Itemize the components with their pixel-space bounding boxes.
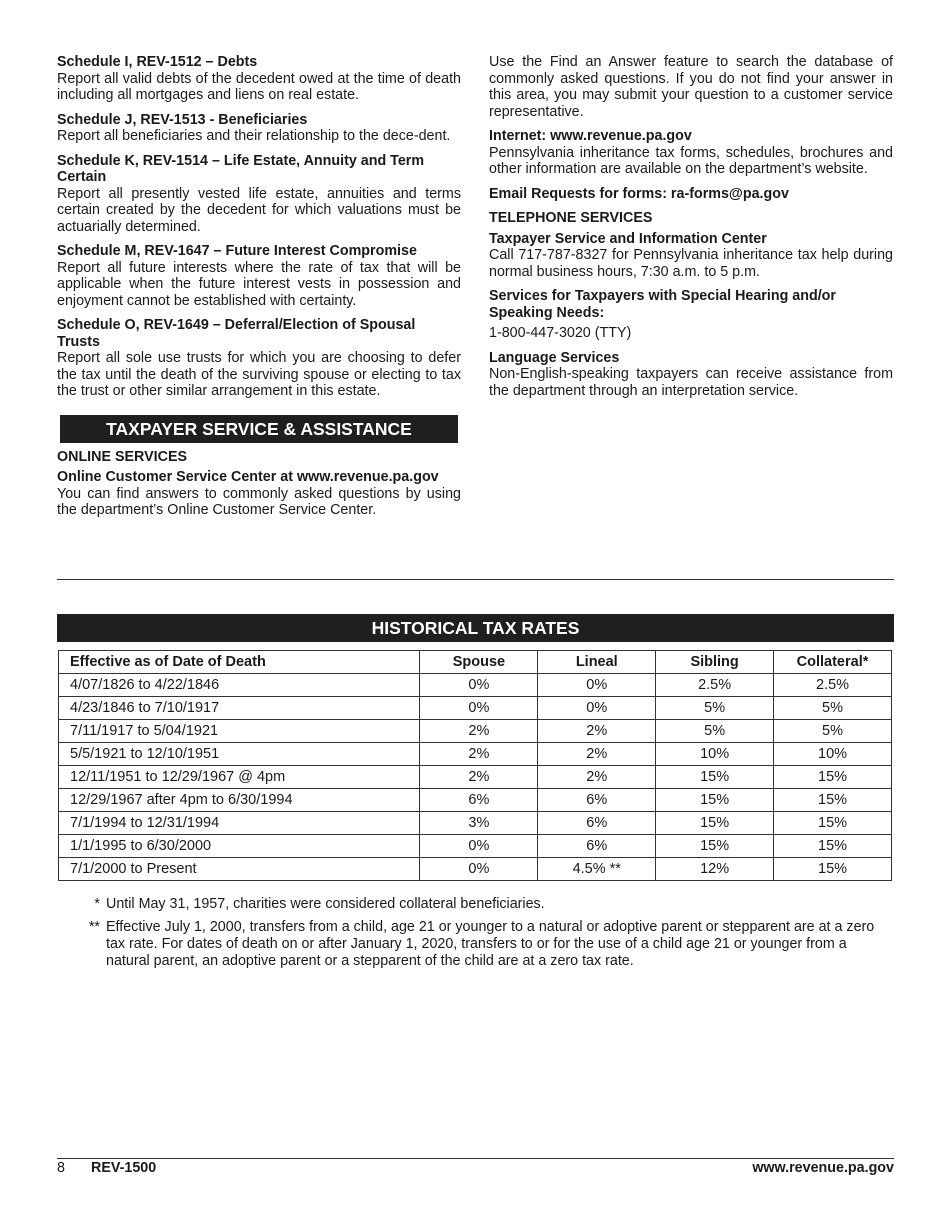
header-date: Effective as of Date of Death xyxy=(59,651,420,674)
footnote-text: Until May 31, 1957, charities were considered collateral beneficiaries. xyxy=(106,896,545,912)
lineal-cell: 6% xyxy=(538,835,656,858)
date-cell: 5/5/1921 to 12/10/1951 xyxy=(59,743,420,766)
footer-website: www.revenue.pa.gov xyxy=(752,1160,894,1176)
sibling-cell: 10% xyxy=(656,743,774,766)
table-header-row xyxy=(59,651,892,674)
collateral-cell: 2.5% xyxy=(774,674,892,697)
table-row xyxy=(59,789,892,812)
section-divider xyxy=(57,579,894,580)
online-services-heading: ONLINE SERVICES xyxy=(57,448,188,465)
collateral-cell: 15% xyxy=(774,858,892,881)
schedule-text: Report all future interests where the rate of tax that will be applicable when the future interest vests in possession and enjoyment cannot be established with certainty. xyxy=(57,259,461,309)
schedule-j xyxy=(57,112,461,145)
collateral-cell: 15% xyxy=(774,766,892,789)
lineal-cell: 6% xyxy=(538,812,656,835)
schedule-title: Schedule J, REV-1513 - Beneficiaries xyxy=(57,111,308,128)
sibling-cell: 12% xyxy=(656,858,774,881)
date-cell: 12/29/1967 after 4pm to 6/30/1994 xyxy=(59,789,420,812)
date-cell: 7/11/1917 to 5/04/1921 xyxy=(59,720,420,743)
footer-divider xyxy=(57,1158,894,1159)
sibling-cell: 15% xyxy=(656,835,774,858)
lineal-cell: 2% xyxy=(538,720,656,743)
schedule-m xyxy=(57,243,461,309)
collateral-cell: 5% xyxy=(774,697,892,720)
lineal-cell: 0% xyxy=(538,697,656,720)
collateral-cell: 10% xyxy=(774,743,892,766)
collateral-cell: 15% xyxy=(774,835,892,858)
lineal-cell: 2% xyxy=(538,766,656,789)
spouse-cell: 2% xyxy=(420,720,538,743)
sibling-cell: 5% xyxy=(656,697,774,720)
language-text: Non-English-speaking taxpayers can receive assistance from the department through an interpretation service. xyxy=(489,366,893,399)
find-answer-text: Use the Find an Answer feature to search the database of commonly asked questions. If you do not find your answer in this area, you may submit your question to a customer service representative. xyxy=(489,54,893,120)
footnote-mark: ** xyxy=(88,919,100,935)
hearing-block xyxy=(489,288,893,342)
sibling-cell: 15% xyxy=(656,789,774,812)
header-lineal: Lineal xyxy=(538,651,656,674)
footnote xyxy=(82,896,894,913)
info-center-title: Taxpayer Service and Information Center xyxy=(489,230,767,247)
table-row xyxy=(59,835,892,858)
schedule-i xyxy=(57,54,461,104)
hearing-text: 1-800-447-3020 (TTY) xyxy=(489,325,632,341)
right-column xyxy=(489,54,893,407)
schedule-o xyxy=(57,317,461,400)
date-cell: 4/07/1826 to 4/22/1846 xyxy=(59,674,420,697)
header-spouse: Spouse xyxy=(420,651,538,674)
lineal-cell: 4.5% ** xyxy=(538,858,656,881)
table-row xyxy=(59,858,892,881)
schedule-text: Report all beneficiaries and their relationship to the dece-dent. xyxy=(57,128,451,144)
spouse-cell: 6% xyxy=(420,789,538,812)
collateral-cell: 15% xyxy=(774,789,892,812)
historical-tax-rates-table xyxy=(58,650,892,881)
date-cell: 12/11/1951 to 12/29/1967 @ 4pm xyxy=(59,766,420,789)
info-center-block xyxy=(489,231,893,281)
internet-title: Internet: www.revenue.pa.gov xyxy=(489,128,692,144)
language-block xyxy=(489,350,893,400)
schedule-title: Schedule I, REV-1512 – Debts xyxy=(57,54,258,70)
spouse-cell: 0% xyxy=(420,697,538,720)
form-code: REV-1500 xyxy=(91,1160,157,1176)
footnote-mark: * xyxy=(94,896,100,912)
spouse-cell: 0% xyxy=(420,858,538,881)
sibling-cell: 15% xyxy=(656,812,774,835)
schedule-title: Schedule O, REV-1649 – Deferral/Election of Spousal Trusts xyxy=(57,317,416,350)
assistance-heading: TAXPAYER SERVICE & ASSISTANCE xyxy=(60,415,458,443)
table-row xyxy=(59,697,892,720)
hearing-title: Services for Taxpayers with Special Hearing and/or Speaking Needs: xyxy=(489,288,836,321)
info-center-text: Call 717-787-8327 for Pennsylvania inheritance tax help during normal business hours, 7:30 a.m. to 5 p.m. xyxy=(489,247,893,280)
sibling-cell: 15% xyxy=(656,766,774,789)
spouse-cell: 3% xyxy=(420,812,538,835)
header-sibling: Sibling xyxy=(656,651,774,674)
date-cell: 4/23/1846 to 7/10/1917 xyxy=(59,697,420,720)
spouse-cell: 0% xyxy=(420,674,538,697)
table-row xyxy=(59,674,892,697)
collateral-cell: 15% xyxy=(774,812,892,835)
collateral-cell: 5% xyxy=(774,720,892,743)
historical-heading: HISTORICAL TAX RATES xyxy=(57,614,894,642)
find-answer-block xyxy=(489,54,893,120)
internet-text: Pennsylvania inheritance tax forms, schedules, brochures and other information are available on the department’s website. xyxy=(489,144,893,177)
date-cell: 7/1/1994 to 12/31/1994 xyxy=(59,812,420,835)
schedule-text: Report all valid debts of the decedent owed at the time of death including all mortgages and liens on real estate. xyxy=(57,70,461,103)
spouse-cell: 0% xyxy=(420,835,538,858)
telephone-heading: TELEPHONE SERVICES xyxy=(489,210,653,226)
date-cell: 7/1/2000 to Present xyxy=(59,858,420,881)
online-center-title: Online Customer Service Center at www.revenue.pa.gov xyxy=(57,469,439,485)
schedule-title: Schedule M, REV-1647 – Future Interest Compromise xyxy=(57,243,417,259)
schedule-title: Schedule K, REV-1514 – Life Estate, Annuity and Term Certain xyxy=(57,152,425,185)
table-row xyxy=(59,766,892,789)
online-center-text: You can find answers to commonly asked questions by using the department’s Online Customer Service Center. xyxy=(57,485,461,518)
email-title: Email Requests for forms: ra-forms@pa.gov xyxy=(489,185,789,202)
schedule-k xyxy=(57,153,461,236)
footnote xyxy=(82,919,894,970)
page-number: 8 xyxy=(57,1160,65,1176)
table-row xyxy=(59,812,892,835)
table-footnotes xyxy=(82,896,894,976)
footnote-text: Effective July 1, 2000, transfers from a child, age 21 or younger to a natural or adoptive parent or stepparent are at a zero tax rate. For dates of death on or after January 1, 2020, transfers to or for the use of a child age 21 or younger from a natural parent, an adoptive parent or a stepparent of the child are at a zero tax rate. xyxy=(106,919,875,969)
header-collateral: Collateral* xyxy=(774,651,892,674)
spouse-cell: 2% xyxy=(420,766,538,789)
lineal-cell: 6% xyxy=(538,789,656,812)
spouse-cell: 2% xyxy=(420,743,538,766)
lineal-cell: 2% xyxy=(538,743,656,766)
email-block xyxy=(489,186,893,203)
left-column xyxy=(57,54,461,519)
table-row xyxy=(59,720,892,743)
language-title: Language Services xyxy=(489,349,620,366)
internet-block xyxy=(489,128,893,178)
sibling-cell: 2.5% xyxy=(656,674,774,697)
sibling-cell: 5% xyxy=(656,720,774,743)
lineal-cell: 0% xyxy=(538,674,656,697)
schedule-text: Report all presently vested life estate, annuities and terms certain created by the decedent for which valuations must be actuarially determined. xyxy=(57,185,461,235)
table-row xyxy=(59,743,892,766)
schedule-text: Report all sole use trusts for which you are choosing to defer the tax until the death of the surviving spouse or electing to tax the trust or other similar arrangement in this estate. xyxy=(57,350,461,399)
date-cell: 1/1/1995 to 6/30/2000 xyxy=(59,835,420,858)
